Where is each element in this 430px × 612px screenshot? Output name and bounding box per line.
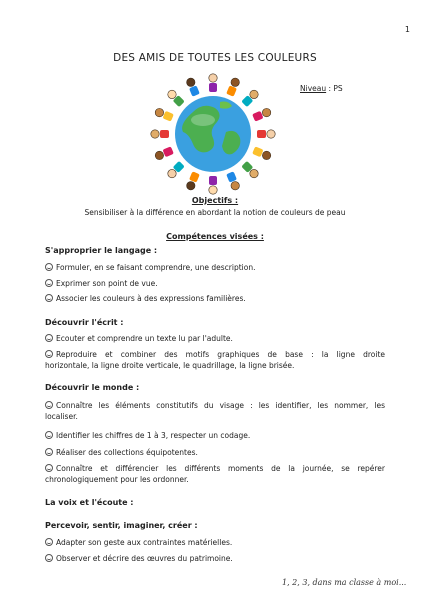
objectifs-text: Sensibiliser à la différence en abordant la notion de couleurs de peau [84,208,346,217]
niveau-label: Niveau [300,84,327,93]
list-item [45,349,385,360]
list-item [45,293,385,304]
child-figure [241,161,258,178]
smiley-bullet-icon [45,350,53,358]
list-item [45,360,385,371]
niveau-value: : PS [326,84,343,93]
list-item-text: Observer et décrire des œuvres du patrimoine. [56,554,233,563]
list-item [45,447,385,458]
objectifs-heading: Objectifs : [191,196,239,205]
list-item-text: Connaître les éléments constitutifs du visage : les identifier, les nommer, les [56,401,385,410]
page-number: 1 [404,25,410,34]
list-item-text: Identifier les chiffres de 1 à 3, respecter un codage. [56,431,251,440]
child-figure [168,90,185,107]
child-figure [155,108,174,121]
child-figure [187,78,200,97]
list-item-text: Associer les couleurs à des expressions familières. [56,294,246,303]
list-item-text: Connaître et différencier les différents moments de la journée, se repérer [56,464,385,473]
smiley-bullet-icon [45,538,53,546]
child-figure [151,130,169,138]
child-figure [226,78,239,97]
footer-signature: 1, 2, 3, dans ma classe à moi... [282,578,407,587]
list-item-text: chronologiquement pour les ordonner. [45,475,189,484]
list-item [45,474,385,485]
list-item [45,553,385,564]
list-item [45,278,385,289]
list-item [45,333,385,344]
list-item [45,463,385,474]
child-figure [168,161,185,178]
child-figure [187,171,200,190]
competences-heading: Compétences visées : [166,232,264,241]
list-item [45,262,385,273]
list-item-text: horizontale, la ligne droite verticale, le quadrillage, la ligne brisée. [45,361,295,370]
list-item [45,537,385,548]
child-figure [241,90,258,107]
smiley-bullet-icon [45,464,53,472]
smiley-bullet-icon [45,554,53,562]
list-item-text: Ecouter et comprendre un texte lu par l'adulte. [56,334,233,343]
list-item-text: Adapter son geste aux contraintes matérielles. [56,538,233,547]
child-figure [209,74,217,92]
list-item [45,430,385,441]
smiley-bullet-icon [45,401,53,409]
list-item [45,400,385,411]
section-heading: La voix et l'écoute : [45,498,134,507]
child-figure [252,146,271,159]
smiley-bullet-icon [45,263,53,271]
smiley-bullet-icon [45,334,53,342]
globe-children-icon [148,72,278,197]
smiley-bullet-icon [45,294,53,302]
smiley-bullet-icon [45,279,53,287]
child-figure [209,176,217,194]
child-figure [226,171,239,190]
list-item-text: Réaliser des collections équipotentes. [56,448,198,457]
list-item-text: Exprimer son point de vue. [56,279,158,288]
section-heading: S'approprier le langage : [45,246,158,255]
section-heading: Percevoir, sentir, imaginer, créer : [45,521,198,530]
list-item [45,411,385,422]
child-figure [257,130,275,138]
page-title: DES AMIS DE TOUTES LES COULEURS [113,52,317,64]
child-figure [155,146,174,159]
section-heading: Découvrir le monde : [45,383,140,392]
smiley-bullet-icon [45,448,53,456]
child-figure [252,108,271,121]
list-item-text: localiser. [45,412,78,421]
smiley-bullet-icon [45,431,53,439]
section-heading: Découvrir l'écrit : [45,318,124,327]
niveau [300,84,343,93]
list-item-text: Reproduire et combiner des motifs graphiques de base : la ligne droite [56,350,385,359]
list-item-text: Formuler, en se faisant comprendre, une description. [56,263,256,272]
